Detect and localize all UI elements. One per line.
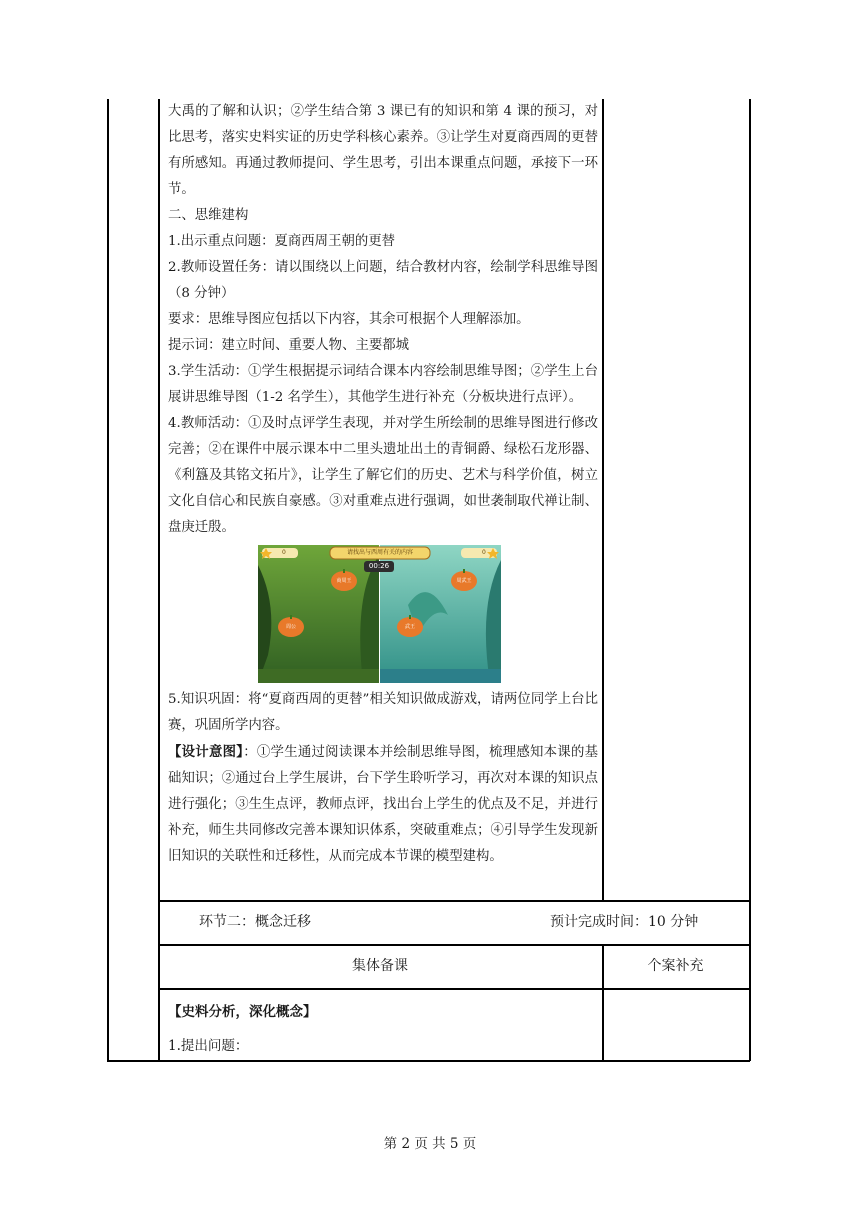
table-border-left — [107, 99, 109, 1061]
row-divider-3 — [158, 988, 750, 990]
design-intent-text: ：①学生通过阅读课本并绘制思维导图，梳理感知本课的基础知识；②通过台上学生展讲，台下学生聆听学习，再次对本课的知识点进行强化；③生生点评，教师点评，找出台上学生的优点及不足，并进行补充，师生共同修改完善本课知识体系，突破重难点；④引导学生发现新旧知识的关联性和迁移性，从而完成本节课的模型建构。 — [168, 745, 598, 864]
game-screenshot — [258, 545, 501, 683]
lesson-content — [168, 99, 598, 870]
game-banner: 请找出与西周有关的内容 — [346, 549, 413, 556]
header-collective: 集体备课 — [352, 958, 408, 974]
row-divider-1 — [158, 900, 750, 902]
paragraph-keywords: 提示词：建立时间、重要人物、主要都城 — [168, 338, 410, 353]
page-number: 第 2 页 共 5 页 — [383, 1136, 477, 1152]
pumpkin-label-3: 武王 — [404, 624, 415, 630]
score-left: 0 — [282, 549, 286, 556]
pumpkin-label-4: 周武王 — [456, 578, 472, 584]
paragraph-step4: 4.教师活动：①及时点评学生表现，并对学生所绘制的思维导图进行修改完善；②在课件中展示课本中二里头遗址出土的青铜爵、绿松石龙形器、《利簋及其铭文拓片》，让学生了解它们的历史、艺术与科学价值，树立文化自信心和民族自豪感。③对重难点进行强调，如世袭制取代禅让制、盘庚迁殷。 — [168, 416, 598, 535]
game-timer: 00:26 — [368, 562, 390, 570]
paragraph-step2: 2.教师设置任务：请以围绕以上问题，结合教材内容，绘制学科思维导图（8 分钟） — [168, 260, 598, 301]
score-right: 0 — [482, 549, 486, 556]
table-border-col1 — [158, 99, 160, 1061]
table-border-right — [749, 99, 751, 1061]
section-label: 环节二：概念迁移 — [199, 914, 311, 930]
next-heading: 【史料分析，深化概念】 — [168, 1004, 317, 1020]
heading-thinking: 二、思维建构 — [168, 208, 249, 223]
paragraph-step1: 1.出示重点问题：夏商西周王朝的更替 — [168, 234, 396, 249]
pumpkin-label-2: 周公 — [285, 624, 296, 630]
paragraph-design-intent — [168, 739, 598, 870]
table-border-bottom — [107, 1060, 750, 1062]
header-individual: 个案补充 — [647, 958, 704, 974]
pumpkin-label-1: 商周王 — [336, 578, 352, 584]
next-item: 1.提出问题： — [168, 1038, 249, 1054]
table-border-col2 — [602, 99, 604, 900]
design-intent-label: 【设计意图】 — [168, 744, 244, 760]
section-time: 预计完成时间：10 分钟 — [550, 914, 699, 930]
paragraph-requirement: 要求：思维导图应包括以下内容，其余可根据个人理解添加。 — [168, 312, 530, 327]
paragraph-step3: 3.学生活动：①学生根据提示词结合课本内容绘制思维导图；②学生上台展讲思维导图（1-2 名学生），其他学生进行补充（分板块进行点评）。 — [168, 364, 598, 405]
paragraph-intro: 大禹的了解和认识；②学生结合第 3 课已有的知识和第 4 课的预习，对比思考，落实史料实证的历史学科核心素养。③让学生对夏商西周的更替有所感知。再通过教师提问、学生思考，引出本课重点问题，承接下一环节。 — [168, 104, 598, 197]
row-divider-2 — [158, 944, 750, 946]
paragraph-step5: 5.知识巩固：将“夏商西周的更替”相关知识做成游戏，请两位同学上台比赛，巩固所学内容。 — [168, 692, 598, 733]
